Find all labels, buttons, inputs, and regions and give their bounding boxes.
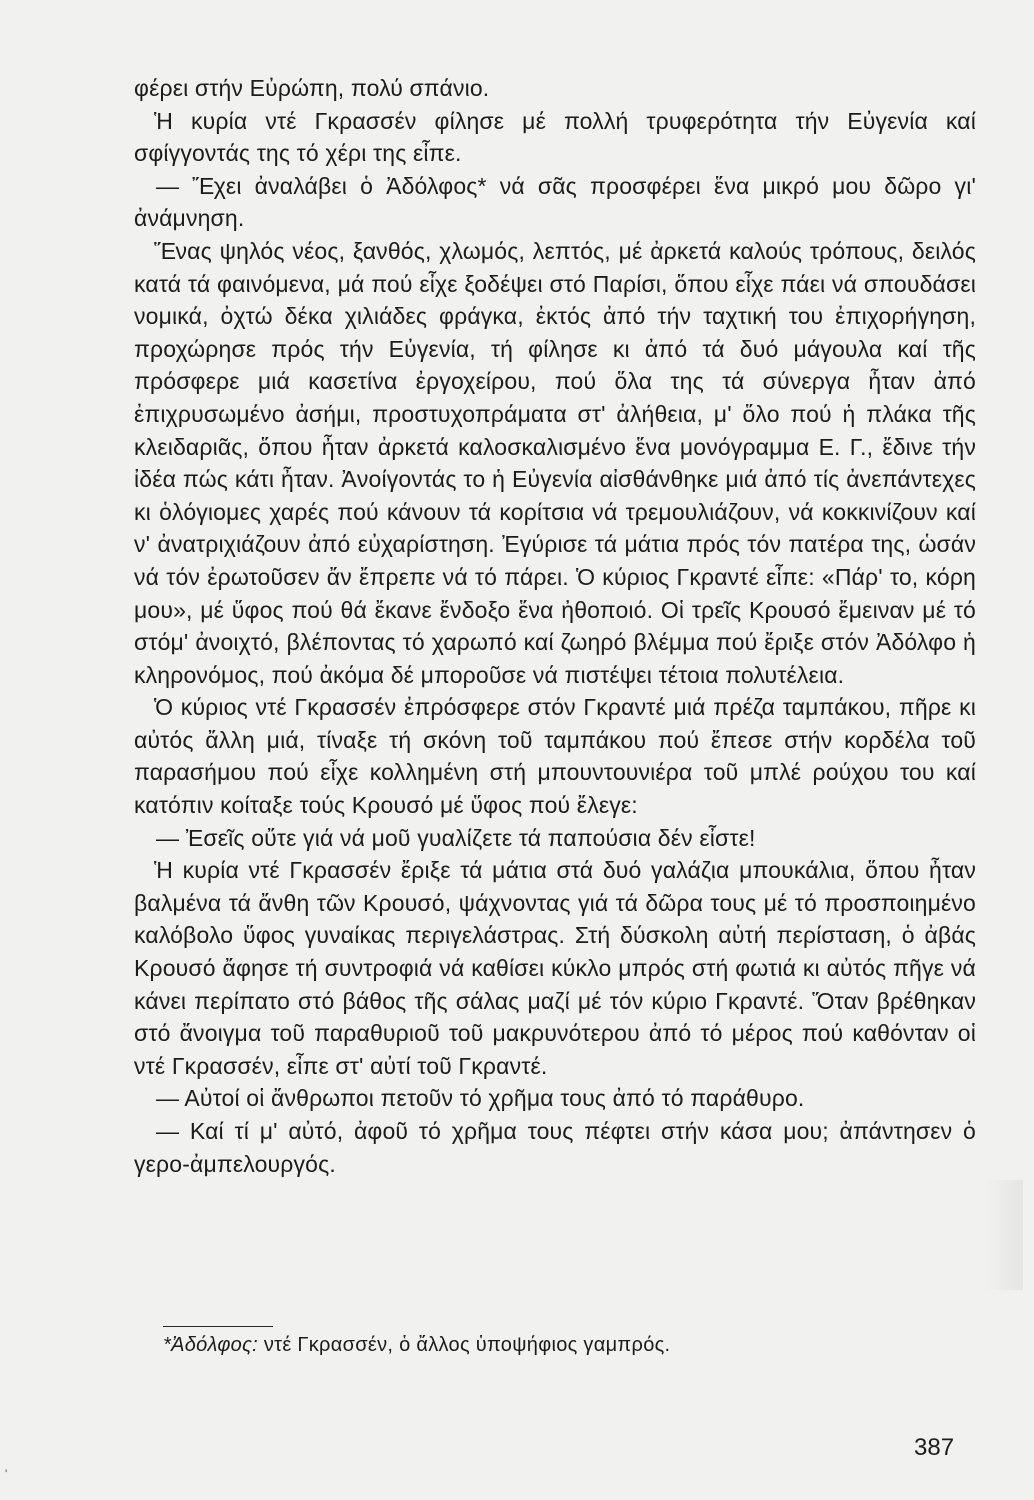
paragraph: Ἡ κυρία ντέ Γκρασσέν φίλησε μέ πολλή τρυφερότητα τήν Εὐγενία καί σφίγγοντάς της τό χέρι της εἶπε. <box>134 107 976 167</box>
dialogue-line: — Καί τί μ' αὐτό, ἀφοῦ τό χρῆμα τους πέφτει στήν κάσα μου; ἀπάντησεν ὁ γερο-ἀμπελουργός. <box>134 1118 976 1177</box>
scan-shadow <box>985 1180 1023 1290</box>
dialogue-line: — Ἔχει ἀναλάβει ὁ Ἀδόλφος* νά σᾶς προσφέρει ἕνα μικρό μου δῶρο γι' ἀνάμνηση. <box>134 172 976 232</box>
margin-mark: ' <box>5 1467 8 1481</box>
footnote <box>163 1330 923 1360</box>
page-number: 387 <box>914 1434 955 1461</box>
paragraph-continuation: φέρει στήν Εὐρώπη, πολύ σπάνιο. <box>134 75 490 101</box>
paragraph: Ἡ κυρία ντέ Γκρασσέν ἔριξε τά μάτια στά δυό γαλάζια μπουκάλια, ὅπου ἦταν βαλμένα τά ἄνθη τῶν Κρουσό, ψάχνοντας γιά τά δῶρα τους μέ τό προσποιημένο καλόβολο ὕφος γυναίκας περιγελάστρας. Στή δύσκολη αὐτή περίσταση, ὁ ἀβάς Κρουσό ἄφησε τή συντροφιά νά καθίσει κύκλο μπρός στή φωτιά κι αὐτός πῆγε νά κάνει περίπατο στό βάθος τῆς σάλας μαζί μέ τόν κύριο Γκραντέ. Ὅταν βρέθηκαν στό ἄνοιγμα τοῦ παραθυριοῦ τοῦ μακρυνότερου ἀπό τό μέρος πού καθόνταν οἱ ντέ Γκρασσέν, εἶπε στ' αὐτί τοῦ Γκραντέ. <box>134 857 976 1079</box>
footnote-term: *Ἀδόλφος: <box>163 1334 258 1356</box>
dialogue-line: — Αὐτοί οἱ ἄνθρωποι πετοῦν τό χρῆμα τους ἀπό τό παράθυρο. <box>156 1085 805 1112</box>
paragraph: Ἕνας ψηλός νέος, ξανθός, χλωμός, λεπτός, μέ ἀρκετά καλούς τρόπους, δειλός κατά τά φαινόμενα, μά πού εἶχε ξοδέψει στό Παρίσι, ὅπου εἶχε πάει νά σπουδάσει νομικά, ὀχτώ δέκα χιλιάδες φράγκα, ἐκτός ἀπό τήν ταχτική του ἐπιχορήγηση, προχώρησε πρός τήν Εὐγενία, τή φίλησε κι ἀπό τά δυό μάγουλα καί τῆς πρόσφερε μιά κασετίνα ἐργοχείρου, πού ὅλα της τά σύνεργα ἦταν ἀπό ἐπιχρυσωμένο ἀσήμι, προστυχοπράματα στ' ἀλήθεια, μ' ὅλο πού ἡ πλάκα τῆς κλειδαριᾶς, ὅπου ἦταν ἀρκετά καλοσκαλισμένο ἕνα μονόγραμμα Ε. Γ., ἔδινε τήν ἰδέα πώς κάτι ἦταν. Ἀνοίγοντάς το ἡ Εὐγενία αἰσθάνθηκε μιά ἀπό τίς ἀνεπάντεχες κι ὁλόγιομες χαρές πού κάνουν τά κορίτσια νά τρεμουλιάζουν, νά κοκκινίζουν καί ν' ἀνατριχιάζουν ἀπό εὐχαρίστηση. Ἐγύρισε τά μάτια πρός τόν πατέρα της, ὡσάν νά τόν ἐρωτοῦσεν ἄν ἔπρεπε νά τό πάρει. Ὁ κύριος Γκραντέ εἶπε: «Πάρ' το, κόρη μου», μέ ὕφος πού θά ἔκανε ἔνδοξο ἕνα ἠθοποιό. Οἱ τρεῖς Κρουσό ἔμειναν μέ τό στόμ' ἀνοιχτό, βλέποντας τό χαρωπό καί ζωηρό βλέμμα πού ἔριξε στόν Ἀδόλφο ἡ κληρονόμος, πού ἀκόμα δέ μποροῦσε νά πιστέψει τέτοια πολυτέλεια. <box>134 237 976 688</box>
body-text <box>134 72 976 1180</box>
dialogue-line: — Ἐσεῖς οὔτε γιά νά μοῦ γυαλίζετε τά παπούσια δέν εἶστε! <box>156 824 756 851</box>
footnote-divider <box>163 1326 273 1327</box>
footnote-text: ντέ Γκρασσέν, ὁ ἄλλος ὑποψήφιος γαμπρός. <box>257 1334 671 1356</box>
paragraph: Ὁ κύριος ντέ Γκρασσέν ἐπρόσφερε στόν Γκραντέ μιά πρέζα ταμπάκου, πῆρε κι αὐτός ἄλλη μιά, τίναξε τή σκόνη τοῦ ταμπάκου πού ἔπεσε στήν κορδέλα τοῦ παρασήμου πού εἶχε κολλημένη στή μπουντουνιέρα τοῦ μπλέ ρούχου του καί κατόπιν κοίταξε τούς Κρουσό μέ ὕφος πού ἔλεγε: <box>134 694 976 819</box>
